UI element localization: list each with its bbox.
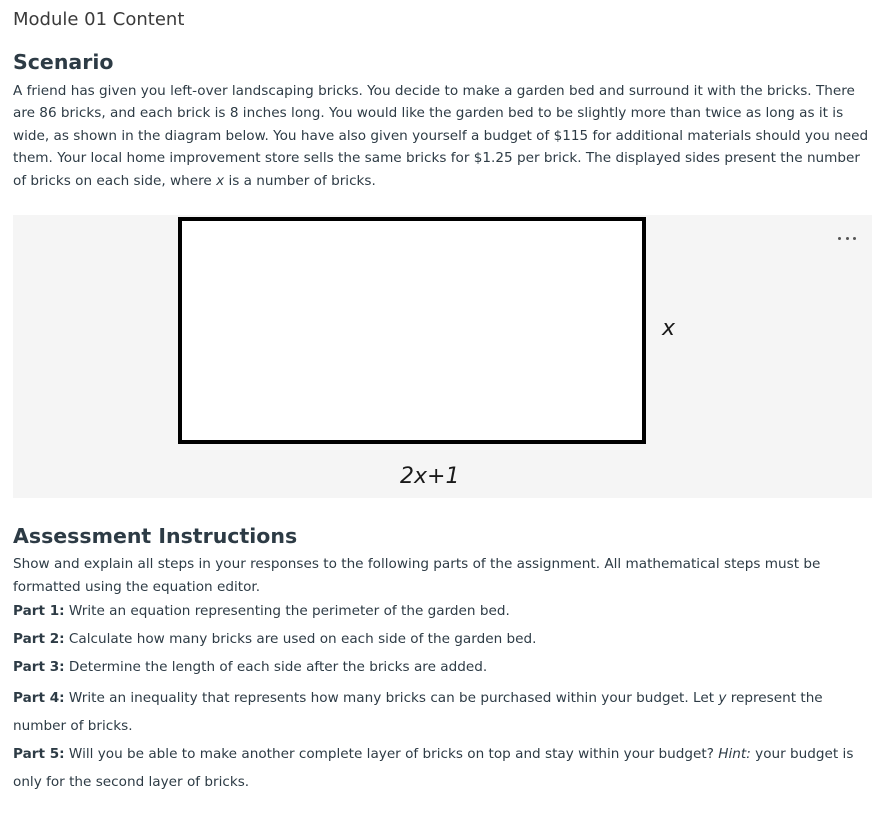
part-5 <box>13 740 875 796</box>
part-3-text: Determine the length of each side after the bricks are added. <box>64 659 488 675</box>
bottom-label-2x-plus-1: 2x+1 <box>400 464 460 489</box>
assessment-heading: Assessment Instructions <box>13 524 298 548</box>
part-1-label: Part 1: <box>13 603 65 619</box>
part-4 <box>13 684 875 740</box>
scenario-heading: Scenario <box>13 50 114 74</box>
page-title: Module 01 Content <box>13 9 185 30</box>
part-4-label: Part 4: <box>13 690 65 706</box>
scenario-paragraph <box>13 80 875 192</box>
part-2-text: Calculate how many bricks are used on each side of the garden bed. <box>64 631 537 647</box>
part-4-variable: y <box>718 690 727 706</box>
assessment-intro: Show and explain all steps in your responses to the following parts of the assignment. All mathematical steps must be formatted using the equation editor. <box>13 556 821 595</box>
part-5-text-start: Will you be able to make another complete layer of bricks on top and stay within your budget? <box>64 746 719 762</box>
part-1-text: Write an equation representing the perimeter of the garden bed. <box>64 603 510 619</box>
part-4-text-start: Write an inequality that represents how many bricks can be purchased within your budget. Let <box>64 690 719 706</box>
part-3 <box>13 656 875 679</box>
part-5-label: Part 5: <box>13 746 65 762</box>
diagram-panel <box>13 215 872 498</box>
scenario-text-start: A friend has given you left-over landscaping bricks. You decide to make a garden bed and surround it with the bricks. There are 86 bricks, and each brick is 8 inches long. You would like the garden bed to be slightly more than twice as long as it is wide, as shown in the diagram below. You have also given yourself a budget of $115 for additional materials should you need them. Your local home improvement store sells the same bricks for $1.25 per brick. The displayed sides present the number of bricks on each side, where <box>13 83 869 189</box>
side-label-x: x <box>662 316 676 341</box>
part-5-hint: Hint: <box>718 746 751 762</box>
part-3-label: Part 3: <box>13 659 65 675</box>
scenario-text-end: is a number of bricks. <box>224 172 376 189</box>
ellipsis-icon[interactable] <box>838 231 856 245</box>
garden-bed-rectangle <box>180 219 644 442</box>
assessment-parts <box>13 600 875 796</box>
scenario-variable: x <box>216 172 225 189</box>
garden-bed-diagram <box>13 215 872 498</box>
part-2 <box>13 628 875 651</box>
part-5-text-end: your budget is only for the second layer of bricks. <box>13 746 854 790</box>
part-1 <box>13 600 875 623</box>
part-4-text-end: represent the number of bricks. <box>13 690 823 734</box>
part-2-label: Part 2: <box>13 631 65 647</box>
